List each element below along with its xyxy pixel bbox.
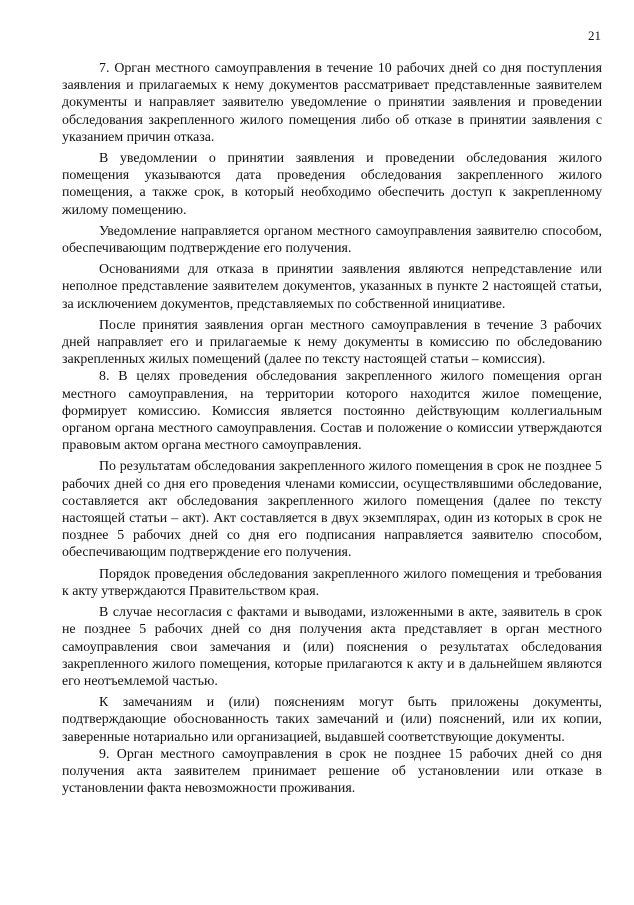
paragraph-8: 8. В целях проведения обследования закрепленного жилого помещения орган местного самоуправления, на территории которого находится жилое помещение, формирует комиссию. Комиссия является постоянно действующим коллегиальным органом органа местного самоуправления. Состав и положение о комиссии утверждаются правовым актом органа местного самоуправления. <box>62 369 602 454</box>
paragraph-notification-delivery: Уведомление направляется органом местного самоуправления заявителю способом, обеспечивающим подтверждение его получения. <box>62 223 602 257</box>
page-number: 21 <box>588 28 601 43</box>
paragraph-disagreement: В случае несогласия с фактами и выводами, изложенными в акте, заявитель в срок не позднее 5 рабочих дней со дня получения акта представляет в орган местного самоуправления свои замечания и (или) пояснения о результатах обследования закрепленного жилого помещения, которые прилагаются к акту и в дальнейшем являются его неотъемлемой частью. <box>62 605 602 689</box>
paragraph-inspection-act: По результатам обследования закрепленного жилого помещения в срок не позднее 5 рабочих дней со дня его проведения членами комиссии, осуществлявшими обследование, составляется акт обследования закрепленного жилого помещения (далее по тексту настоящей статьи – акт). Акт составляется в двух экземплярах, один из которых в срок не позднее 5 рабочих дней со дня его подписания направляется заявителю способом, обеспечивающим подтверждение его получения. <box>62 459 602 561</box>
paragraph-notification-content: В уведомлении о принятии заявления и проведении обследования жилого помещения указываются дата проведения обследования закрепленного жилого помещения, а также срок, в который необходимо обеспечить доступ к закрепленному жилому помещению. <box>62 151 602 218</box>
paragraph-refusal-grounds: Основаниями для отказа в принятии заявления являются непредставление или неполное представление заявителем документов, указанных в пункте 2 настоящей статьи, за исключением документов, представляемых по собственной инициативе. <box>62 262 602 312</box>
paragraph-inspection-procedure: Порядок проведения обследования закрепленного жилого помещения и требования к акту утверждаются Правительством края. <box>62 566 602 599</box>
paragraph-7: 7. Орган местного самоуправления в течение 10 рабочих дней со дня поступления заявления и прилагаемых к нему документов рассматривает представленные заявителем документы и направляет заявителю уведомление о принятии заявления и проведении обследования закрепленного жилого помещения либо об отказе в принятии заявления с указанием причин отказа. <box>62 61 602 145</box>
paragraph-9: 9. Орган местного самоуправления в срок не позднее 15 рабочих дней со дня получения акта заявителем принимает решение об установлении или отказе в установлении факта невозможности проживания. <box>62 746 602 797</box>
paragraph-after-acceptance: После принятия заявления орган местного самоуправления в течение 3 рабочих дней направляет его и прилагаемые к нему документы в комиссию по обследованию закрепленных жилых помещений (далее по тексту настоящей статьи – комиссия). <box>62 317 602 368</box>
paragraph-supporting-documents: К замечаниям и (или) пояснениям могут быть приложены документы, подтверждающие обоснованность таких замечаний и (или) пояснений, или их копии, заверенные нотариально или организацией, выдавшей соответствующие документы. <box>62 695 602 745</box>
document-body <box>62 60 602 797</box>
